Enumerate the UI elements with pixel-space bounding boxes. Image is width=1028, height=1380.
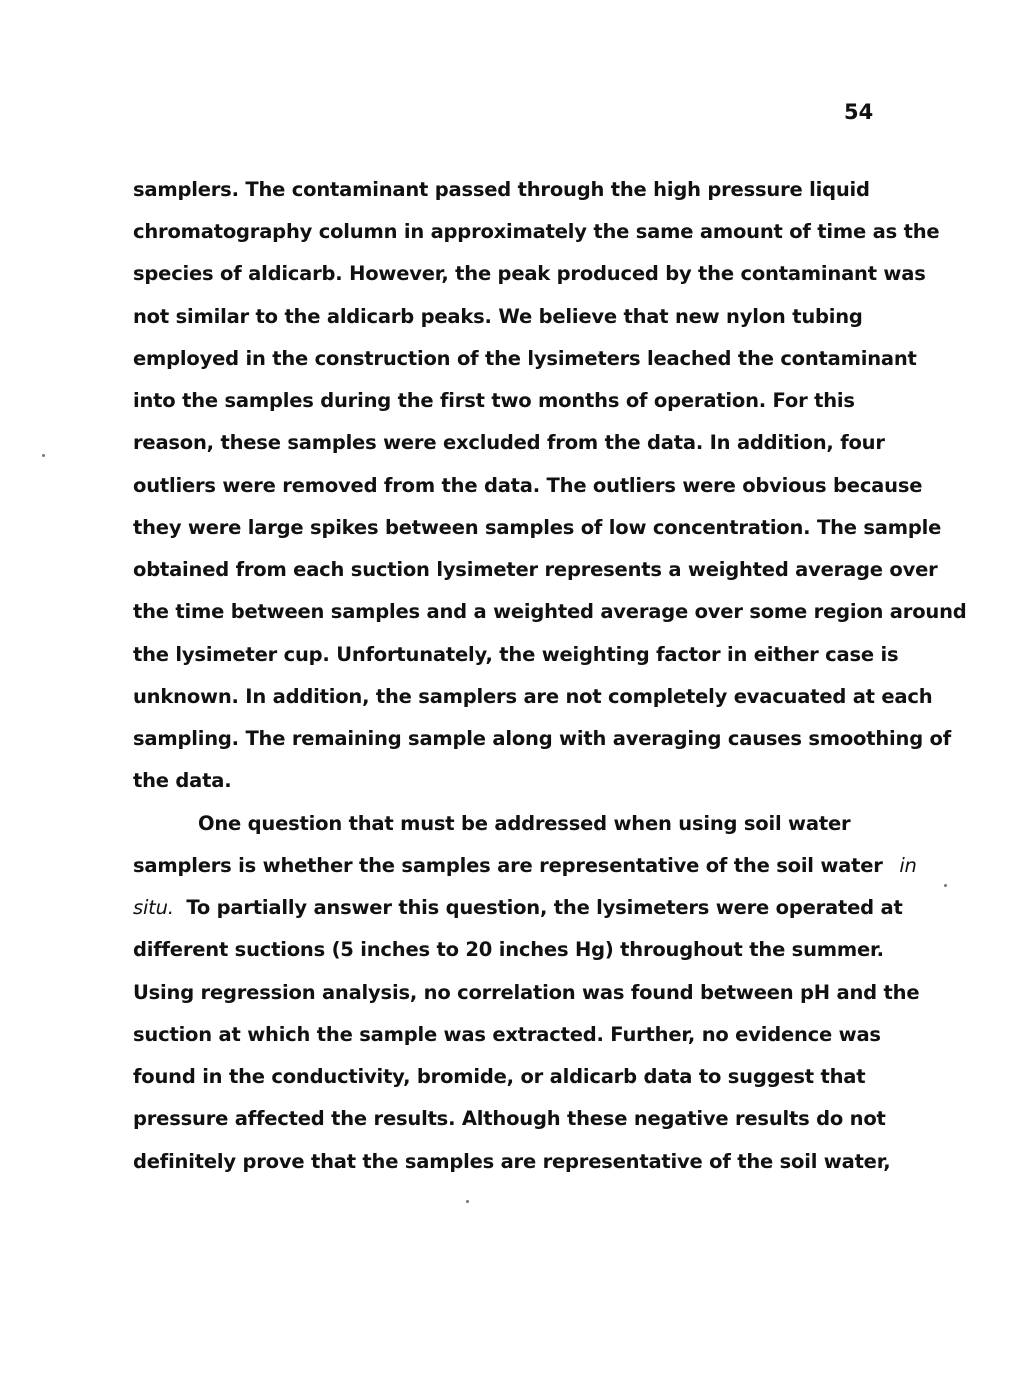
text-line: the lysimeter cup. Unfortunately, the weighting factor in either case is [133, 643, 899, 666]
scan-speck [944, 884, 947, 887]
page-number: 54 [844, 100, 874, 124]
text-segment: To partially answer this question, the lysimeters were operated at [186, 896, 903, 919]
text-line: sampling. The remaining sample along with averaging causes smoothing of [133, 727, 952, 750]
text-line: reason, these samples were excluded from the data. In addition, four [133, 431, 885, 454]
text-line [133, 896, 903, 919]
text-line: pressure affected the results. Although these negative results do not [133, 1107, 886, 1130]
text-line [133, 854, 917, 877]
italic-term: in [899, 854, 917, 877]
text-line: definitely prove that the samples are representative of the soil water, [133, 1150, 891, 1173]
text-line: the data. [133, 769, 232, 792]
text-segment: samplers is whether the samples are representative of the soil water [133, 854, 883, 877]
text-line: outliers were removed from the data. The outliers were obvious because [133, 474, 923, 497]
text-line: unknown. In addition, the samplers are not completely evacuated at each [133, 685, 933, 708]
text-line: obtained from each suction lysimeter represents a weighted average over [133, 558, 938, 581]
scan-speck [466, 1200, 469, 1203]
text-line: they were large spikes between samples of low concentration. The sample [133, 516, 942, 539]
text-line: not similar to the aldicarb peaks. We believe that new nylon tubing [133, 305, 863, 328]
text-line: into the samples during the first two months of operation. For this [133, 389, 855, 412]
text-line: chromatography column in approximately the same amount of time as the [133, 220, 940, 243]
text-line: different suctions (5 inches to 20 inches Hg) throughout the summer. [133, 938, 884, 961]
text-line: samplers. The contaminant passed through the high pressure liquid [133, 178, 870, 201]
scan-speck [42, 454, 45, 457]
text-line: employed in the construction of the lysimeters leached the contaminant [133, 347, 917, 370]
text-line: the time between samples and a weighted average over some region around [133, 600, 967, 623]
text-line: found in the conductivity, bromide, or aldicarb data to suggest that [133, 1065, 866, 1088]
paragraph-first-line: One question that must be addressed when using soil water [198, 812, 851, 835]
text-line: suction at which the sample was extracted. Further, no evidence was [133, 1023, 881, 1046]
text-line: Using regression analysis, no correlation was found between pH and the [133, 981, 920, 1004]
italic-term: situ. [133, 896, 174, 919]
text-line: species of aldicarb. However, the peak produced by the contaminant was [133, 262, 926, 285]
